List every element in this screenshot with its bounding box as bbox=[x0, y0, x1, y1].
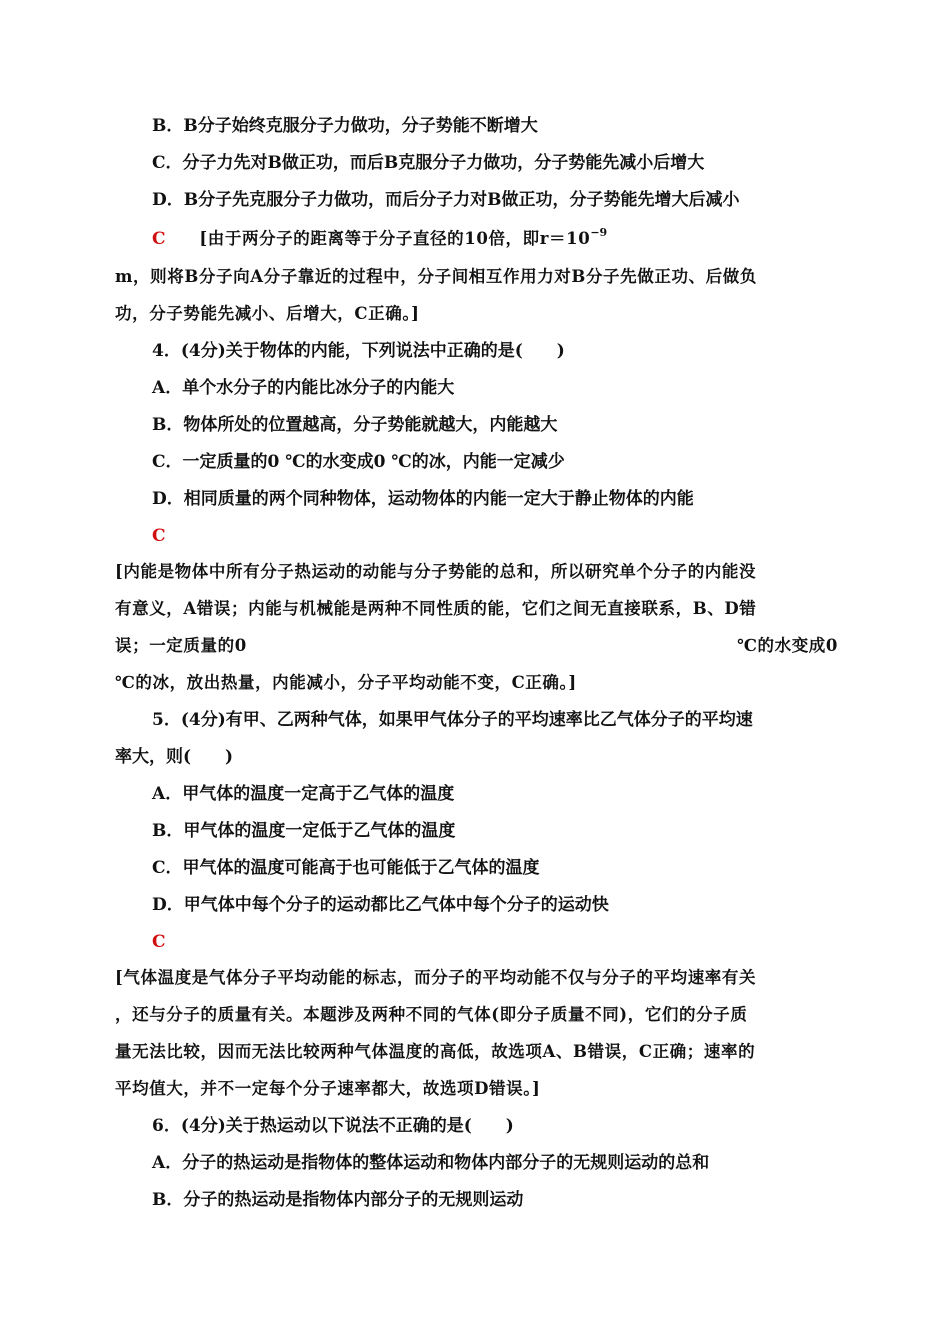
q4-option-c: C．一定质量的0 ℃的水变成0 ℃的冰，内能一定减少 bbox=[152, 452, 565, 472]
q4-explanation-1: [内能是物体中所有分子热运动的动能与分子势能的总和，所以研究单个分子的内能没 bbox=[115, 562, 757, 581]
q5-option-a: A．甲气体的温度一定高于乙气体的温度 bbox=[152, 784, 455, 804]
q6-option-a: A．分子的热运动是指物体的整体运动和物体内部分子的无规则运动的总和 bbox=[152, 1153, 710, 1173]
q5-stem-1: 5．(4分)有甲、乙两种气体，如果甲气体分子的平均速率比乙气体分子的平均速 bbox=[152, 710, 753, 730]
q5-option-b: B．甲气体的温度一定低于乙气体的温度 bbox=[152, 821, 456, 841]
q5-option-c: C．甲气体的温度可能高于也可能低于乙气体的温度 bbox=[152, 858, 540, 878]
q3-option-b: B．B分子始终克服分子力做功，分子势能不断增大 bbox=[152, 116, 538, 136]
q3-option-c: C．分子力先对B做正功，而后B克服分子力做功，分子势能先减小后增大 bbox=[152, 153, 705, 173]
q3-explanation-3: 功，分子势能先减小、后增大，C正确。] bbox=[115, 304, 420, 323]
q4-option-b: B．物体所处的位置越高，分子势能就越大，内能越大 bbox=[152, 415, 558, 435]
q4-answer: C bbox=[152, 526, 166, 546]
q5-option-d: D．甲气体中每个分子的运动都比乙气体中每个分子的运动快 bbox=[152, 895, 609, 915]
q5-answer: C bbox=[152, 932, 166, 952]
q6-option-b: B．分子的热运动是指物体内部分子的无规则运动 bbox=[152, 1190, 524, 1210]
q5-explanation-2: ，还与分子的质量有关。本题涉及两种不同的气体(即分子质量不同)，它们的分子质 bbox=[115, 1005, 748, 1024]
q5-explanation-4: 平均值大，并不一定每个分子速率都大，故选项D错误。] bbox=[115, 1079, 541, 1098]
q4-option-d: D．相同质量的两个同种物体，运动物体的内能一定大于静止物体的内能 bbox=[152, 489, 694, 509]
q4-explanation-2: 有意义，A错误；内能与机械能是两种不同性质的能，它们之间无直接联系，B、D错 bbox=[115, 599, 757, 618]
q4-explanation-4: ℃的冰，放出热量，内能减小，分子平均动能不变，C正确。] bbox=[115, 673, 577, 692]
q3-explanation-1: [由于两分子的距离等于分子直径的10倍，即r＝10 bbox=[199, 229, 591, 248]
q3-exponent: −9 bbox=[590, 226, 608, 239]
q4-stem: 4．(4分)关于物体的内能，下列说法中正确的是( ) bbox=[152, 341, 565, 361]
q4-explanation-3 bbox=[115, 634, 838, 658]
q4-option-a: A．单个水分子的内能比冰分子的内能大 bbox=[152, 378, 455, 398]
q3-answer: C bbox=[152, 229, 166, 249]
q4-explanation-3-left: 误；一定质量的0 bbox=[115, 636, 247, 655]
q5-explanation-3: 量无法比较，因而无法比较两种气体温度的高低，故选项A、B错误，C正确；速率的 bbox=[115, 1042, 756, 1061]
q3-explanation-2: m，则将B分子向A分子靠近的过程中，分子间相互作用力对B分子先做正功、后做负 bbox=[115, 267, 757, 286]
q4-explanation-3-right: ℃的水变成0 bbox=[737, 636, 838, 655]
q5-stem-2: 率大，则( ) bbox=[115, 747, 234, 767]
q5-explanation-1: [气体温度是气体分子平均动能的标志，而分子的平均动能不仅与分子的平均速率有关 bbox=[115, 968, 757, 987]
q3-option-d: D．B分子先克服分子力做功，而后分子力对B做正功，分子势能先增大后减小 bbox=[152, 190, 740, 210]
q6-stem: 6．(4分)关于热运动以下说法不正确的是( ) bbox=[152, 1116, 514, 1136]
q3-answer-line bbox=[152, 227, 607, 253]
